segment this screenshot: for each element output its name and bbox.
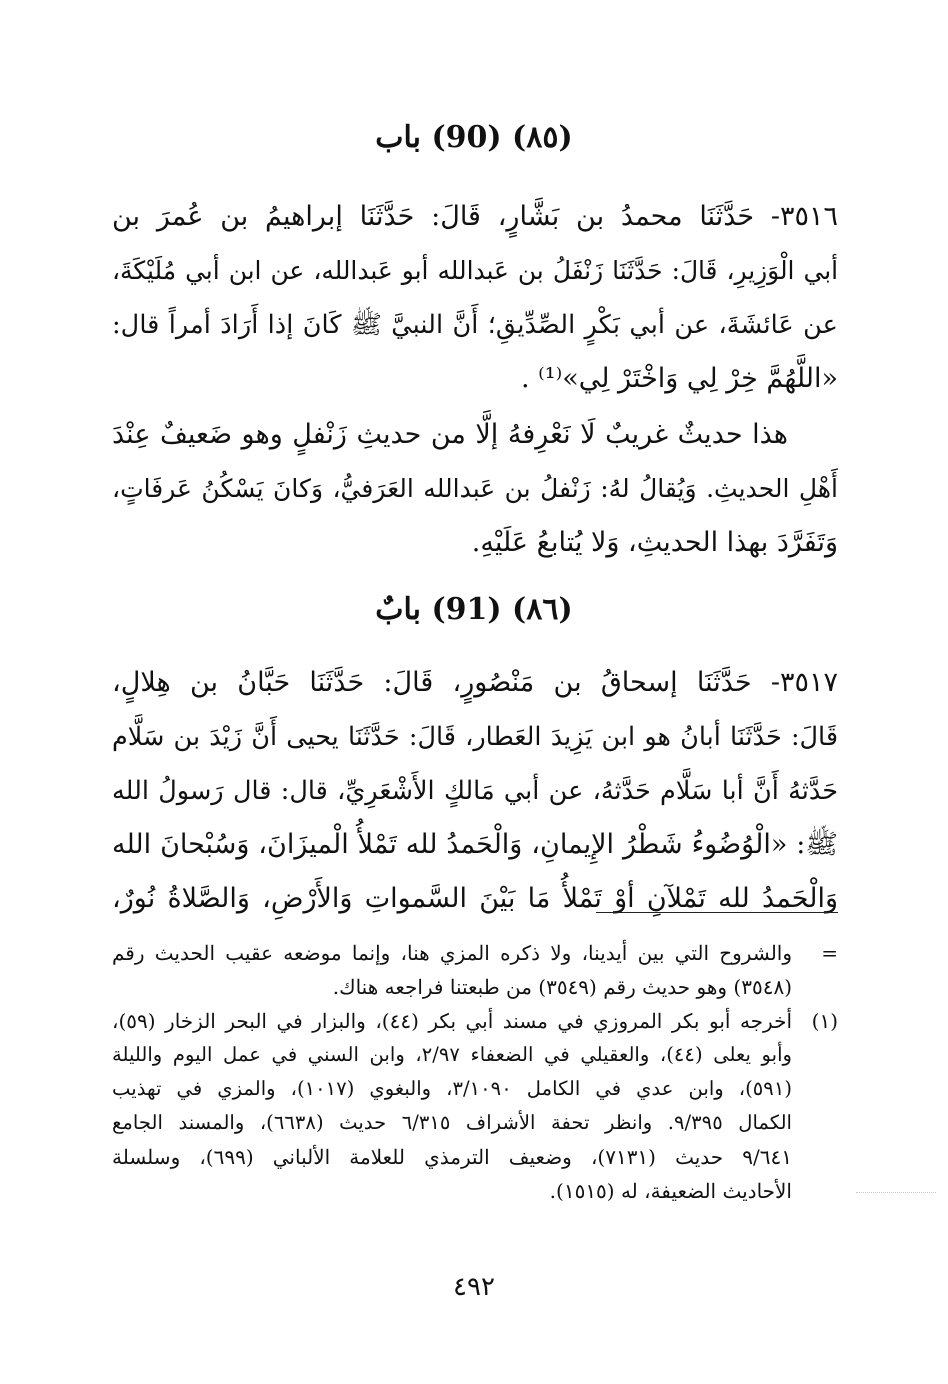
footnote-line: والشروح التي بين أيدينا، ولا ذكره المزي هنا، وإنما موضعه عقيب الحديث رقم xyxy=(112,941,792,965)
footnote-continued xyxy=(112,936,838,1004)
hadith-3517-line: ﷺ: «الْوُضُوءُ شَطْرُ الإِيمانِ، وَالْحَمدُ لله تَمْلأُ الْميزَانَ، وَسُبْحانَ الله xyxy=(112,829,838,860)
page-number: ٤٩٢ xyxy=(453,1272,495,1302)
hadith-3516 xyxy=(112,190,838,406)
commentary-line: أَهْلِ الحديثِ. وَيُقالُ لهُ: زَنْفلُ بن عَبدالله العَرَفيُّ، وَكانَ يَسْكُنُ عَرفَاتٍ، xyxy=(112,474,838,503)
commentary-3516 xyxy=(112,408,838,570)
footnote-line: (٥٩١)، وابن عدي في الكامل ٣/١٠٩٠، والبغوي (١٠١٧)، والمزي في تهذيب xyxy=(112,1077,792,1100)
footnote-continuation-marker: = xyxy=(821,941,838,965)
footnotes xyxy=(112,936,838,1208)
hadith-3517 xyxy=(112,656,838,926)
commentary-line: هذا حديثٌ غريبٌ لَا نَعْرِفهُ إلَّا من حديثِ زَنْفلٍ وهو ضَعيفٌ عِنْدَ xyxy=(112,419,788,450)
footnote-separator xyxy=(596,912,838,913)
hadith-3517-line: قَالَ: حَدَّثَنَا أبانُ هو ابن يَزِيدَ العَطار، قَالَ: حَدَّثَنَا يحيى أَنَّ زَيْدَ بن سَلَّام xyxy=(112,722,838,752)
commentary-line: وَتَفَرَّدَ بهذا الحديثِ، وَلا يُتابعُ عَلَيْهِ. xyxy=(471,527,838,558)
footnote-line: وأبو يعلى (٤٤)، والعقيلي في الضعفاء ٢/٩٧، وابن السني في عمل اليوم والليلة xyxy=(112,1043,792,1066)
footnote-line: أخرجه أبو بكر المروزي في مسند أبي بكر (٤٤)، والبزار في البحر الزخار (٥٩)، xyxy=(112,1009,792,1033)
hadith-3517-line: ٣٥١٧- حَدَّثَنَا إسحاقُ بن مَنْصُورٍ، قَالَ: حَدَّثَنَا حَبَّانُ بن هِلالٍ، xyxy=(112,667,838,698)
footnote-line: الأحاديث الضعيفة، له (١٥١٥). xyxy=(549,1179,792,1203)
footnote-line: ٩/٦٤١ حديث (٧١٣١)، وضعيف الترمذي للعلامة الألباني (٦٩٩)، وسلسلة xyxy=(112,1145,792,1169)
footnote-marker: (١) xyxy=(811,1009,838,1033)
hadith-3516-line: «اللَّهُمَّ خِرْ لِي وَاخْتَرْ لِي»⁽¹⁾ . xyxy=(520,363,838,394)
hadith-3516-line: أبي الْوَزِيرِ، قَالَ: حَدَّثَنَا زَنْفَلُ بن عَبدالله أبو عَبدالله، عن ابن أبي مُلَيْكَةَ، xyxy=(112,256,838,285)
hadith-3516-line: ٣٥١٦- حَدَّثَنَا محمدُ بن بَشَّارٍ، قَالَ: حَدَّثَنَا إبراهيمُ بن عُمرَ بن xyxy=(112,201,838,232)
footnote-line: (٣٥٤٨) وهو حديث رقم (٣٥٤٩) من طبعتنا فراجعه هناك. xyxy=(332,975,792,999)
footnote-1 xyxy=(112,1004,838,1208)
hadith-3517-line: حَدَّثهُ أَنَّ أبا سَلَّام حَدَّثهُ، عن أبي مَالكٍ الأَشْعَرِيِّ، قال: قال رَسولُ الله xyxy=(112,776,838,806)
footnote-line: الكمال ٩/٣٩٥. وانظر تحفة الأشراف ٦/٣١٥ حديث (٦٦٣٨)، والمسند الجامع xyxy=(112,1111,792,1134)
hadith-3517-line: وَالْحَمدُ لله تَمْلآنِ أوْ تَمْلأُ مَا بَيْنَ السَّمواتِ وَالأَرْضِ، وَالصَّلاةُ نُورٌ، xyxy=(112,883,838,914)
chapter-heading-86: (٨٦) (91) بابٌ xyxy=(375,592,573,627)
scan-artifact xyxy=(856,1192,936,1193)
chapter-heading-85: (٨٥) (90) باب xyxy=(375,120,573,155)
hadith-3516-line: عن عَائشَةَ، عن أبي بَكْرٍ الصِّدِّيقِ؛ أَنَّ النبيَّ ﷺ كَانَ إذا أَرَادَ أمراً قال: xyxy=(112,310,838,340)
